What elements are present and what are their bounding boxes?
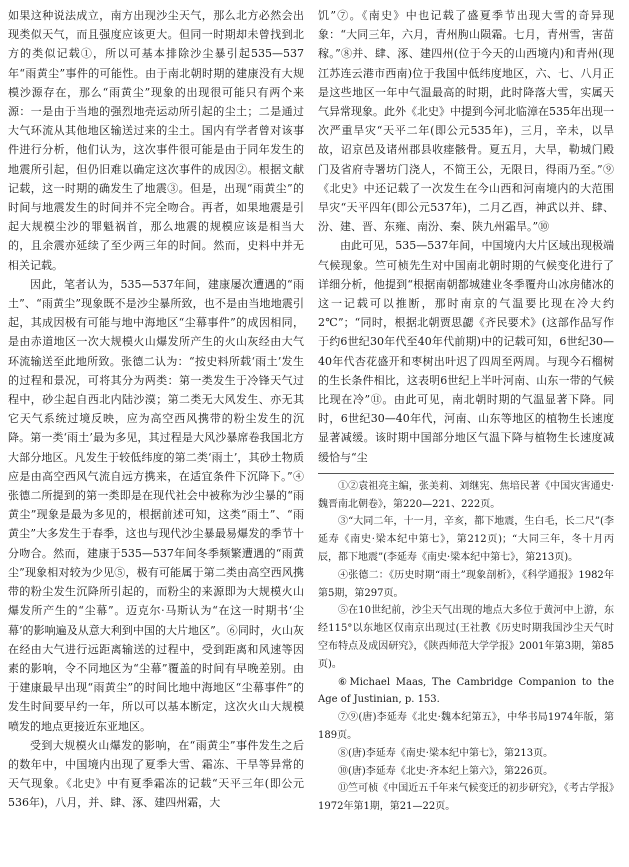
footnote-8: ⑩(唐)李延寿《北史·齐本纪上第六》，第226页。 (338, 765, 554, 777)
right-paragraph-1: 饥”⑦。《南史》中也记载了盛夏季节出现大雪的奇异现象：“大同三年，六月，青州朐山陨霜。七月，青州雪，害苗稼。”⑧并、肆、涿、建四州(位于今天的山西境内)和青州(现江苏连云港市西南)位于我国中低纬度地区，六、七、八月正是这些地区一年中气温最高的时期，此时降落大雪，实属天气异常现象。此外《北史》中提到今河北临漳在535年出现一次严重旱灾“天平二年(即公元535年)，三月，辛未，以旱故，诏京邑及诸州郡县收瘗骸骨。夏五月，大旱，勒城门殿门及省府寺署坊门浇人，不简王公，无限日，得雨乃至。”⑨《北史》中还记载了一次发生在今山西和河南境内的大范围旱灾“天平四年(即公元537年)，二月乙酉，神武以并、肆、汾、建、晋、东雍、南汾、秦、陕九州霜旱。”⑩ (318, 9, 614, 234)
footnote-3: ④张德二：《历史时期“雨土”现象剖析》，《科学通报》1982年第5期，第297页。 (318, 569, 614, 599)
left-paragraph-1: 如果这种说法成立，南方出现沙尘天气，那么北方必然会出现类似天气，而且强度应该更大。但同一时期却未曾找到北方的类似记载①，所以可基本排除沙尘暴引起535—537年“雨黄尘”事件的可能性。由于南北朝时期的建康没有大规模沙源存在，那么“雨黄尘”现象的出现很可能只有两个来源：一是由于当地的强烈地壳运动所引起的尘土；二是通过大气环流从其他地区输送过来的尘土。国内有学者曾对该事件进行分析，他们认为，这次事件很可能是由于同年发生的地震所引起，但仍旧难以确定这次事件的成因②。根据文献记载，这一时期的确发生了地震③。但是，出现“雨黄尘”的时间与地震发生的时间并不完全吻合。再者，如果地震是引起大规模尘沙的罪魁祸首，那么地震的规模应该是相当大的，且余震亦延续了至少两三年的时间。然而，史料中并无相关记载。 (8, 9, 304, 272)
left-column (8, 6, 304, 813)
footnote-6: ⑦⑨(唐)李延寿《北史·魏本纪第五》，中华书局1974年版，第189页。 (318, 712, 614, 742)
footnote-7: ⑧(唐)李延寿《南史·梁本纪中第七》，第213页。 (338, 747, 554, 759)
footnote-5: ⑥Michael Maas, The Cambridge Companion to the Age of Justinian, p. 153. (318, 676, 614, 706)
left-paragraph-3: 受到大规模火山爆发的影响，在“雨黄尘”事件发生之后的数年中，中国境内出现了夏季大雪、霜冻、干旱等异常的天气现象。《北史》中有夏季霜冻的记载“天平三年(即公元536年)，八月，并、肆、涿、建四州霜，大 (8, 738, 304, 810)
footnotes (318, 478, 614, 816)
right-column (318, 6, 614, 816)
footnote-2: ③“大同二年，十一月，辛亥，都下地震，生白毛，长二尺”(李延寿《南史·梁本纪中第七》，第212页)；“大同三年，冬十月丙辰，都下地震”(李延寿《南史·梁本纪中第七》，第213页)。 (318, 516, 614, 564)
footnote-9: ⑪竺可桢《中国近五千年来气候变迁的初步研究》，《考古学报》1972年第1期，第21—22页。 (318, 783, 614, 813)
right-paragraph-2: 由此可见，535—537年间，中国境内大片区域出现极端气候现象。竺可桢先生对中国南北朝时期的气候变化进行了详细分析，他提到“根据南朝都城建业冬季覆舟山冰房储冰的这一记载可以推断，那时南京的气温要比现在冷大约2℃”；“同时，根据北朝贾思勰《齐民要术》(这部作品写作于约6世纪30年代至40年代前期)中的记载可知，6世纪30—40年代杏花盛开和枣树出叶迟了四周至两周。与现今石榴树的生长条件相比，这表明6世纪上半叶河南、山东一带的气候比现在冷”⑪。由此可见，南北朝时期的气温显著下降。同时，6世纪30—40年代，河南、山东等地区的植物生长速度显著减缓。该时期中国部分地区气温下降与植物生长速度减缓恰与“尘 (318, 239, 614, 464)
left-paragraph-2: 因此，笔者认为，535—537年间，建康屡次遭遇的“雨土”、“雨黄尘”现象既不是沙尘暴所致，也不是由当地地震引起，其成因极有可能与地中海地区“尘幕事件”的成因相同，是由赤道地区一次大规模火山爆发所产生的火山灰经由大气环流输送至此地所致。张德二认为：“按史料所载‘雨土’发生的过程和景况，可将其分为两类：第一类发生于冷锋天气过程中，砂尘起自西北内陆沙漠；第二类无大风发生、亦无其它天气系统过境反映，应为高空西风携带的粉尘发生的沉降。第一类‘雨土’最为多见，其过程是大风沙暴席卷我国北方大部分地区。凡发生于较低纬度的第二类‘雨土’，其砂土物质应是由高空西风气流自远方携来，在适宜条件下沉降下。”④张德二所提到的第一类即是在现代社会中被称为沙尘暴的“雨黄尘”现象是最为多见的，根据前述可知，这类“雨土”、“雨黄尘”大多发生于春季，这也与现代沙尘暴最易爆发的季节十分吻合。然而，建康于535—537年间冬季频繁遭遇的“雨黄尘”现象相对较为少见⑤，极有可能属于第二类由高空西风携带的粉尘发生沉降所引起的，而粉尘的来源即为大规模火山爆发所产生的“尘幕”。迈克尔·马斯认为“在这一时期书‘尘幕’的影响遍及从意大利到中国的大片地区”。⑥同时，火山灰在经由大气进行远距离输送的过程中，受到距离和风速等因素的影响，令不同地区为“尘幕”覆盖的时间有早晚差别。由于建康最早出现“雨黄尘”的时间比地中海地区“尘幕事件”的发生时间要早约一年，所以可以基本断定，这次火山大规模喷发的地点更接近东亚地区。 (8, 277, 304, 733)
footnote-1: ①②袁祖亮主编，张美莉、刘继宪、焦培民著《中国灾害通史·魏晋南北朝卷》，第220—221、222页。 (318, 480, 614, 510)
footnote-4: ⑤在10世纪前，沙尘天气出现的地点大多位于黄河中上游，东经115°以东地区仅南京出现过(王社教《历史时期我国沙尘天气时空布特点及成因研究》，《陕西师范大学学报》2001年第3期，第85页)。 (318, 605, 614, 670)
footnote-divider (318, 473, 614, 474)
